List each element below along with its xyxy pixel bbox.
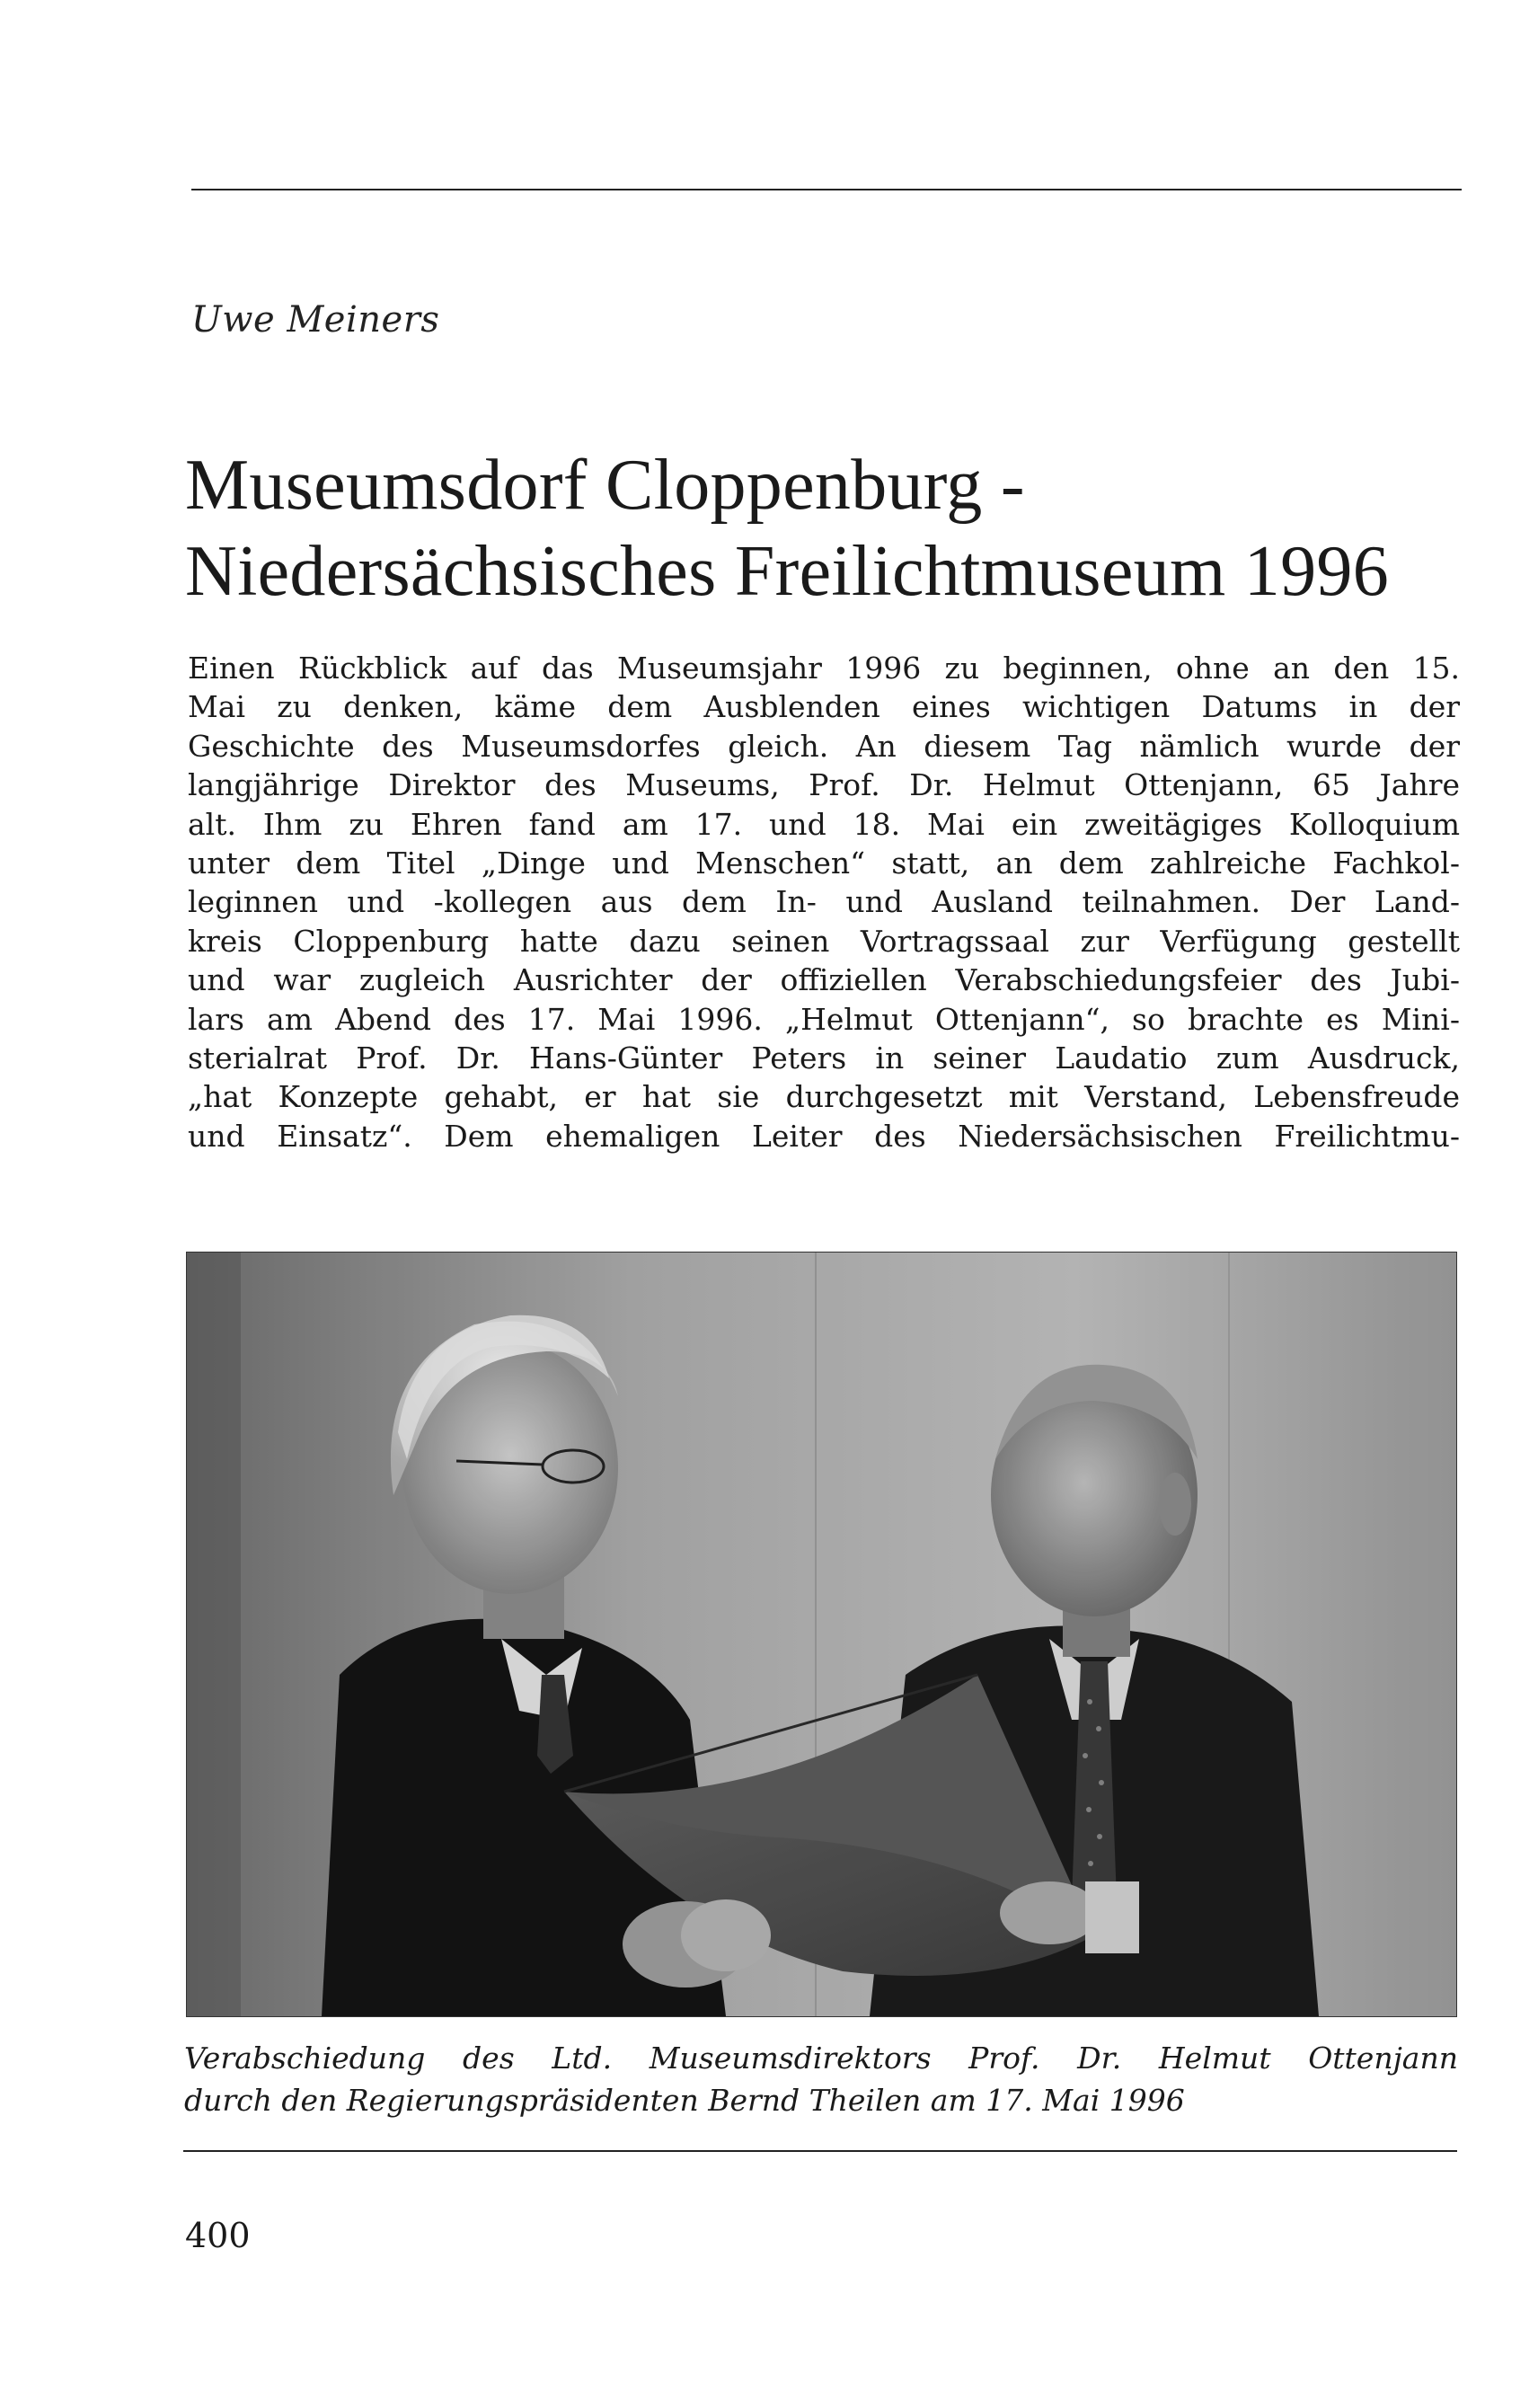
body-line: alt. Ihm zu Ehren fand am 17. und 18. Mai ein zweitägiges Kolloquium — [188, 806, 1460, 842]
body-line: leginnen und -kollegen aus dem In- und Ausland teilnahmen. Der Land- — [188, 884, 1460, 920]
body-line: Geschichte des Museumsdorfes gleich. An diesem Tag nämlich wurde der — [188, 728, 1460, 764]
title-line: Museumsdorf Cloppenburg - — [185, 446, 1025, 525]
body-line: und war zugleich Ausrichter der offiziellen Verabschiedungsfeier des Jubi- — [188, 962, 1460, 998]
body-line: Mai zu denken, käme dem Ausblenden eines wichtigen Datums in der — [188, 689, 1460, 725]
body-line: „hat Konzepte gehabt, er hat sie durchgesetzt mit Verstand, Lebensfreude — [188, 1079, 1460, 1115]
body-line: Einen Rückblick auf das Museumsjahr 1996 zu beginnen, ohne an den 15. — [188, 651, 1460, 686]
body-line: kreis Cloppenburg hatte dazu seinen Vortragssaal zur Verfügung gestellt — [188, 923, 1460, 959]
body-line: sterialrat Prof. Dr. Hans-Günter Peters in seiner Laudatio zum Ausdruck, — [188, 1040, 1460, 1076]
bottom-rule — [183, 2150, 1457, 2152]
photo-caption — [184, 2037, 1458, 2121]
author-name: Uwe Meiners — [191, 299, 440, 341]
body-line: lars am Abend des 17. Mai 1996. „Helmut Ottenjann“, so brachte es Mini- — [188, 1001, 1460, 1037]
photo-farewell-handshake — [186, 1252, 1457, 2017]
body-line: unter dem Titel „Dinge und Menschen“ statt, an dem zahlreiche Fachkol- — [188, 845, 1460, 881]
top-rule — [191, 189, 1462, 190]
body-line: und Einsatz“. Dem ehemaligen Leiter des Niedersächsischen Freilichtmu- — [188, 1118, 1460, 1154]
body-line: langjährige Direktor des Museums, Prof. Dr. Helmut Ottenjann, 65 Jahre — [188, 767, 1460, 803]
article-title — [185, 442, 1479, 615]
caption-line: Verabschiedung des Ltd. Museumsdirektors Prof. Dr. Helmut Ottenjann — [184, 2041, 1458, 2076]
body-paragraph — [188, 649, 1460, 1155]
title-line: Niedersächsisches Freilichtmuseum 1996 — [185, 532, 1389, 611]
caption-line: durch den Regierungspräsidenten Bernd Theilen am 17. Mai 1996 — [184, 2083, 1185, 2118]
page-number: 400 — [185, 2216, 251, 2255]
